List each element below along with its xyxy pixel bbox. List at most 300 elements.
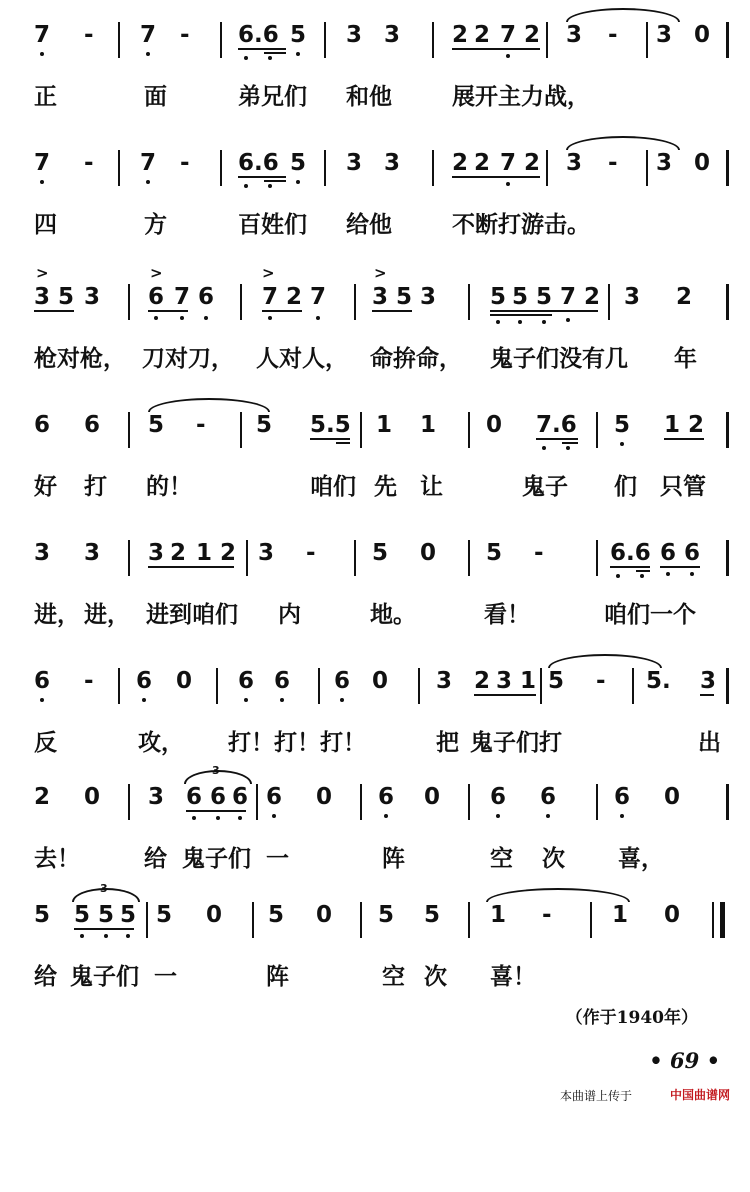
note: 2	[474, 668, 491, 694]
note: 6	[378, 784, 395, 810]
lyric: 喜，	[618, 846, 664, 872]
low-octave-dot	[296, 180, 300, 184]
note: 5	[256, 412, 273, 438]
barline	[360, 902, 362, 938]
note: 6	[540, 784, 557, 810]
underline	[74, 928, 134, 930]
note: 6	[274, 668, 291, 694]
underline	[536, 438, 578, 440]
lyric: 枪对枪，	[34, 346, 126, 372]
note: 5	[614, 412, 631, 438]
note: -	[84, 668, 94, 694]
triplet-number: 3	[212, 764, 220, 777]
barline	[216, 668, 218, 704]
barline	[318, 668, 320, 704]
low-octave-dot	[518, 320, 522, 324]
tie-arc	[148, 398, 270, 412]
underline	[148, 310, 188, 312]
accent-mark: >	[374, 264, 387, 282]
note: 0	[664, 902, 681, 928]
barline	[468, 902, 470, 938]
note: -	[608, 22, 618, 48]
notes-line	[0, 22, 750, 62]
note: 5	[536, 284, 553, 310]
low-octave-dot	[40, 52, 44, 56]
barline	[240, 284, 242, 320]
lyric: 一	[266, 846, 289, 872]
underline	[562, 442, 578, 444]
notes-line	[0, 412, 750, 452]
note: -	[608, 150, 618, 176]
note: -	[306, 540, 316, 566]
lyric: 方	[144, 212, 167, 238]
note: 6	[660, 540, 677, 566]
barline	[546, 22, 548, 58]
lyric: 内	[278, 602, 301, 628]
low-octave-dot	[40, 698, 44, 702]
composition-date-note: （作于1940年）	[565, 1008, 698, 1028]
low-octave-dot	[666, 572, 670, 576]
underline	[310, 438, 350, 440]
note: -	[534, 540, 544, 566]
note: 5	[290, 22, 307, 48]
lyric: 展开主力战，	[452, 84, 590, 110]
accent-mark: >	[36, 264, 49, 282]
note: 5	[424, 902, 441, 928]
note: 2	[688, 412, 705, 438]
lyric: 和他	[346, 84, 392, 110]
note: 6	[84, 412, 101, 438]
lyric: 打	[84, 474, 107, 500]
lyric: 鬼子们	[182, 846, 251, 872]
note: 5	[548, 668, 565, 694]
low-octave-dot	[268, 184, 272, 188]
low-octave-dot	[142, 698, 146, 702]
underline	[238, 48, 286, 50]
lyric: 咱们	[310, 474, 356, 500]
lyric: 咱们一个	[604, 602, 696, 628]
lyric: 一	[154, 964, 177, 990]
lyric: 把	[436, 730, 459, 756]
barline	[540, 668, 542, 704]
upload-note: 本曲谱上传于	[559, 1089, 632, 1103]
lyric: 阵	[382, 846, 405, 872]
note: 7	[500, 22, 517, 48]
lyric: 刀对刀，	[142, 346, 234, 372]
barline	[128, 284, 130, 320]
note: 5	[148, 412, 165, 438]
tie-arc	[486, 888, 630, 902]
note: 6.6	[238, 150, 279, 176]
lyric: 面	[144, 84, 167, 110]
note: 6	[490, 784, 507, 810]
notes-line	[0, 150, 750, 190]
note: 1	[420, 412, 437, 438]
note: 3	[566, 150, 583, 176]
note: 0	[316, 784, 333, 810]
low-octave-dot	[238, 816, 242, 820]
lyric: 先	[374, 474, 397, 500]
lyric: 四	[34, 212, 57, 238]
note: 7	[140, 150, 157, 176]
underline	[700, 694, 714, 696]
barline	[546, 150, 548, 186]
low-octave-dot	[340, 698, 344, 702]
tie-arc	[548, 654, 662, 668]
note: 5	[490, 284, 507, 310]
low-octave-dot	[244, 184, 248, 188]
note: 5	[74, 902, 91, 928]
note: 3	[436, 668, 453, 694]
note: 2	[676, 284, 693, 310]
note: 3	[420, 284, 437, 310]
note: 6	[34, 412, 51, 438]
note: 0	[486, 412, 503, 438]
low-octave-dot	[280, 698, 284, 702]
barline	[726, 412, 729, 448]
barline	[646, 22, 648, 58]
barline	[712, 902, 714, 938]
lyric: 人对人，	[256, 346, 348, 372]
note: 3	[84, 284, 101, 310]
note: 3	[346, 22, 363, 48]
note: 6	[34, 668, 51, 694]
low-octave-dot	[546, 814, 550, 818]
note: -	[84, 22, 94, 48]
low-octave-dot	[40, 180, 44, 184]
note: 5.5	[310, 412, 351, 438]
lyric: 喜！	[490, 964, 536, 990]
lyric: 阵	[266, 964, 289, 990]
triplet-number: 3	[100, 882, 108, 895]
barline	[354, 284, 356, 320]
note: 6.6	[238, 22, 279, 48]
note: 1	[490, 902, 507, 928]
barline	[468, 784, 470, 820]
note: 3	[656, 150, 673, 176]
lyric: 看！	[484, 602, 530, 628]
note: 5.	[646, 668, 671, 694]
lyric: 地。	[370, 602, 416, 628]
site-logo[interactable]: 中国曲谱网	[669, 1088, 730, 1102]
lyric: 给	[144, 846, 167, 872]
lyric: 鬼子	[522, 474, 568, 500]
note: 0	[694, 22, 711, 48]
note: 1	[612, 902, 629, 928]
note: 5	[378, 902, 395, 928]
lyrics-line	[34, 468, 734, 498]
low-octave-dot	[272, 814, 276, 818]
underline	[660, 566, 700, 568]
lyric: 进，	[34, 602, 80, 628]
note: -	[196, 412, 206, 438]
barline	[608, 284, 610, 320]
lyric: 不断打游击。	[452, 212, 590, 238]
barline	[646, 150, 648, 186]
note: 3	[258, 540, 275, 566]
lyric: 进，	[84, 602, 130, 628]
note: 6	[238, 668, 255, 694]
underline	[452, 48, 540, 50]
tie-arc	[566, 8, 680, 22]
note: -	[180, 22, 190, 48]
barline	[324, 150, 326, 186]
note: 6	[232, 784, 249, 810]
note: 7	[34, 150, 51, 176]
note: 0	[424, 784, 441, 810]
lyrics-line	[34, 78, 734, 108]
low-octave-dot	[316, 316, 320, 320]
lyric: 正	[34, 84, 57, 110]
note: 3	[34, 540, 51, 566]
barline	[596, 540, 598, 576]
lyric: 出	[698, 730, 721, 756]
barline	[468, 540, 470, 576]
note: 7	[560, 284, 577, 310]
low-octave-dot	[146, 180, 150, 184]
barline	[596, 784, 598, 820]
low-octave-dot	[640, 574, 644, 578]
lyrics-line	[34, 840, 734, 870]
low-octave-dot	[616, 574, 620, 578]
barline	[256, 784, 258, 820]
barline	[118, 22, 120, 58]
low-octave-dot	[384, 814, 388, 818]
note: -	[542, 902, 552, 928]
note: 2	[524, 150, 541, 176]
note: 5	[120, 902, 137, 928]
note: 6.6	[610, 540, 651, 566]
note: 3	[148, 540, 165, 566]
low-octave-dot	[620, 442, 624, 446]
lyric: 们	[614, 474, 637, 500]
note: 1	[520, 668, 537, 694]
note: -	[596, 668, 606, 694]
note: 3	[384, 150, 401, 176]
underline	[186, 810, 246, 812]
notes-line	[0, 882, 750, 942]
underline	[372, 310, 412, 312]
notes-line	[0, 764, 750, 824]
barline	[468, 412, 470, 448]
barline	[726, 284, 729, 320]
note: 5	[156, 902, 173, 928]
note: 3	[624, 284, 641, 310]
lyric: 给	[34, 964, 57, 990]
note: 0	[694, 150, 711, 176]
lyric: 的！	[146, 474, 192, 500]
lyric: 百姓们	[238, 212, 307, 238]
lyric: 次	[542, 846, 565, 872]
lyric: 打！打！	[228, 730, 320, 756]
lyric: 给他	[346, 212, 392, 238]
barline	[128, 412, 130, 448]
barline	[146, 902, 148, 938]
lyric: 空	[490, 846, 513, 872]
note: 7.6	[536, 412, 577, 438]
final-barline	[720, 902, 725, 938]
lyric: 鬼子们	[70, 964, 139, 990]
lyric: 打！	[320, 730, 366, 756]
note: 2	[170, 540, 187, 566]
lyrics-line	[34, 596, 734, 626]
barline	[418, 668, 420, 704]
barline	[596, 412, 598, 448]
note: 5	[372, 540, 389, 566]
lyric: 年	[674, 346, 697, 372]
barline	[726, 540, 729, 576]
low-octave-dot	[126, 934, 130, 938]
note: 2	[474, 22, 491, 48]
note: 7	[140, 22, 157, 48]
note: 2	[220, 540, 237, 566]
note: 3	[372, 284, 389, 310]
barline	[726, 22, 729, 58]
low-octave-dot	[542, 446, 546, 450]
accent-mark: >	[262, 264, 275, 282]
note: 6	[266, 784, 283, 810]
accent-mark: >	[150, 264, 163, 282]
lyrics-line	[34, 206, 734, 236]
note: 0	[206, 902, 223, 928]
note: 6	[198, 284, 215, 310]
low-octave-dot	[204, 316, 208, 320]
note: 0	[176, 668, 193, 694]
barline	[432, 22, 434, 58]
note: 6	[334, 668, 351, 694]
barline	[118, 150, 120, 186]
lyric: 进到咱们	[146, 602, 238, 628]
barline	[468, 284, 470, 320]
underline	[636, 570, 650, 572]
underline	[34, 310, 74, 312]
underline	[264, 52, 286, 54]
note: -	[84, 150, 94, 176]
note: 2	[286, 284, 303, 310]
lyric: 反	[34, 730, 57, 756]
lyric: 只管	[660, 474, 706, 500]
underline	[148, 566, 234, 568]
note: 7	[34, 22, 51, 48]
note: 6	[614, 784, 631, 810]
low-octave-dot	[80, 934, 84, 938]
note: 0	[372, 668, 389, 694]
lyric: 次	[424, 964, 447, 990]
lyric: 弟兄们	[238, 84, 307, 110]
note: 0	[316, 902, 333, 928]
lyrics-line	[34, 958, 734, 988]
note: 6	[186, 784, 203, 810]
barline	[432, 150, 434, 186]
note: 3	[496, 668, 513, 694]
note: 2	[524, 22, 541, 48]
note: 7	[500, 150, 517, 176]
note: -	[180, 150, 190, 176]
barline	[252, 902, 254, 938]
note: 0	[664, 784, 681, 810]
note: 1	[664, 412, 681, 438]
lyric: 命拚命，	[370, 346, 462, 372]
notes-line	[0, 264, 750, 324]
tie-arc	[566, 136, 680, 150]
lyric: 去！	[34, 846, 80, 872]
low-octave-dot	[244, 698, 248, 702]
low-octave-dot	[506, 54, 510, 58]
note: 5	[34, 902, 51, 928]
low-octave-dot	[566, 318, 570, 322]
barline	[220, 22, 222, 58]
low-octave-dot	[192, 816, 196, 820]
notes-line	[0, 668, 750, 708]
note: 3	[656, 22, 673, 48]
note: 3	[148, 784, 165, 810]
low-octave-dot	[496, 320, 500, 324]
note: 2	[474, 150, 491, 176]
barline	[360, 784, 362, 820]
barline	[590, 902, 592, 938]
note: 3	[700, 668, 717, 694]
barline	[726, 150, 729, 186]
note: 5	[58, 284, 75, 310]
low-octave-dot	[496, 814, 500, 818]
low-octave-dot	[506, 182, 510, 186]
low-octave-dot	[690, 572, 694, 576]
note: 7	[310, 284, 327, 310]
low-octave-dot	[268, 316, 272, 320]
lyric: 空	[382, 964, 405, 990]
note: 6	[210, 784, 227, 810]
low-octave-dot	[542, 320, 546, 324]
note: 1	[196, 540, 213, 566]
note: 5	[486, 540, 503, 566]
note: 3	[84, 540, 101, 566]
note: 6	[136, 668, 153, 694]
note: 7	[174, 284, 191, 310]
barline	[128, 540, 130, 576]
note: 5	[268, 902, 285, 928]
note: 3	[346, 150, 363, 176]
note: 7	[262, 284, 279, 310]
low-octave-dot	[216, 816, 220, 820]
lyrics-line	[34, 340, 734, 370]
note: 2	[34, 784, 51, 810]
barline	[118, 668, 120, 704]
note: 3	[384, 22, 401, 48]
barline	[128, 784, 130, 820]
underline	[474, 694, 536, 696]
note: 5	[98, 902, 115, 928]
note: 1	[376, 412, 393, 438]
notes-line	[0, 540, 750, 580]
barline	[324, 22, 326, 58]
low-octave-dot	[620, 814, 624, 818]
low-octave-dot	[268, 56, 272, 60]
low-octave-dot	[296, 52, 300, 56]
low-octave-dot	[104, 934, 108, 938]
lyric: 让	[420, 474, 443, 500]
note: 5	[396, 284, 413, 310]
note: 2	[452, 150, 469, 176]
barline	[360, 412, 362, 448]
barline	[632, 668, 634, 704]
lyric: 鬼子们没有几	[490, 346, 628, 372]
underline	[490, 310, 598, 312]
low-octave-dot	[180, 316, 184, 320]
barline	[240, 412, 242, 448]
barline	[220, 150, 222, 186]
underline	[664, 438, 704, 440]
page-number: • 69 •	[649, 1048, 720, 1073]
